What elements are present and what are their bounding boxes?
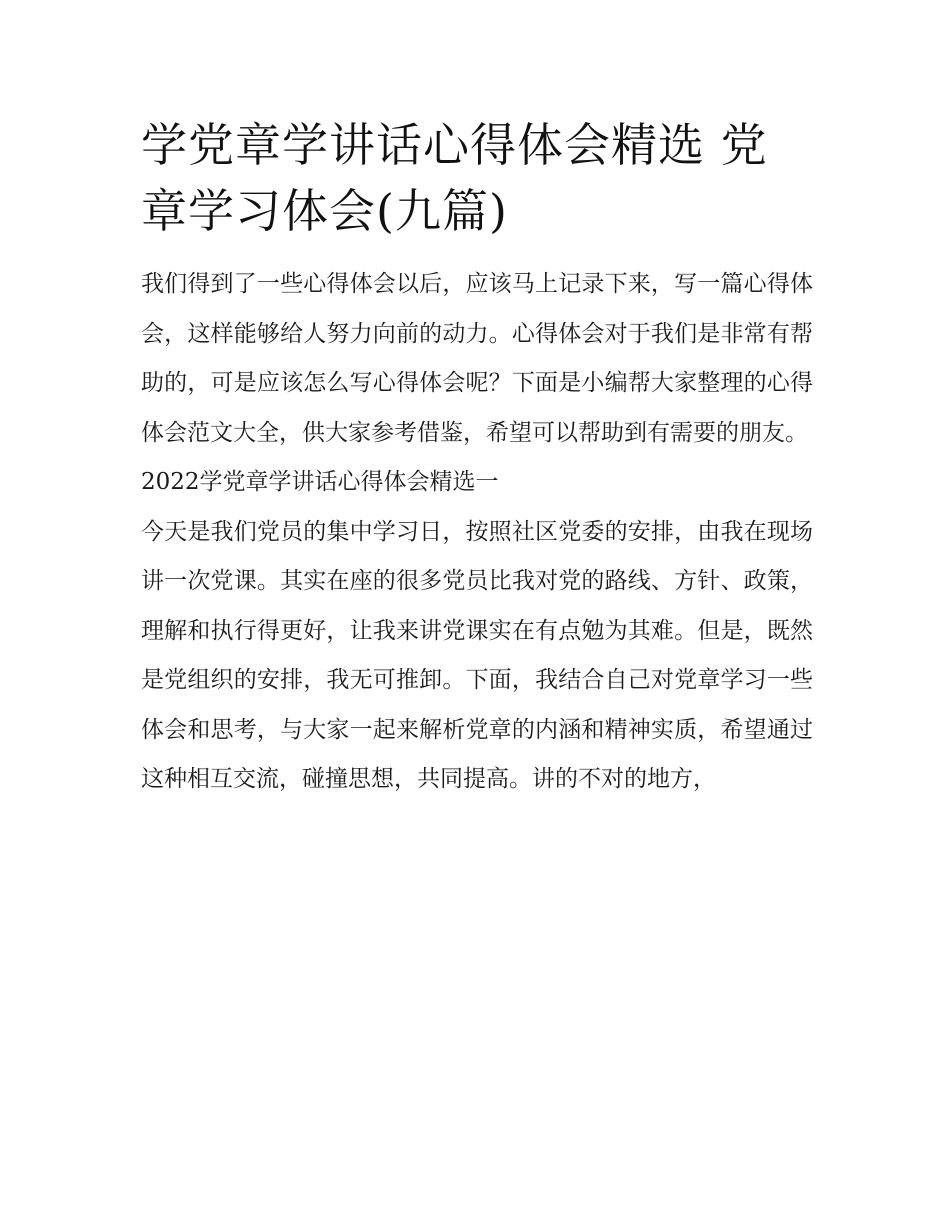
section-heading: 2022学党章学讲话心得体会精选一 bbox=[141, 469, 499, 495]
body-paragraph: 今天是我们党员的集中学习日，按照社区党委的安排，由我在现场讲一次党课。其实在座的很多党员比我对党的路线、方针、政策，理解和执行得更好，让我来讲党课实在有点勉为其难。但是，既然是党组织的安排，我无可推卸。下面，我结合自己对党章学习一些体会和思考，与大家一起来解析党章的内涵和精神实质，希望通过这种相互交流，碰撞思想，共同提高。讲的不对的地方， bbox=[141, 518, 813, 792]
intro-paragraph: 我们得到了一些心得体会以后，应该马上记录下来，写一篇心得体会，这样能够给人努力向前的动力。心得体会对于我们是非常有帮助的，可是应该怎么写心得体会呢？下面是小编帮大家整理的心得体会范文大全，供大家参考借鉴，希望可以帮助到有需要的朋友。 bbox=[141, 271, 813, 446]
document-content bbox=[141, 112, 813, 805]
document-title: 学党章学讲话心得体会精选 党章学习体会(九篇) bbox=[141, 118, 768, 238]
